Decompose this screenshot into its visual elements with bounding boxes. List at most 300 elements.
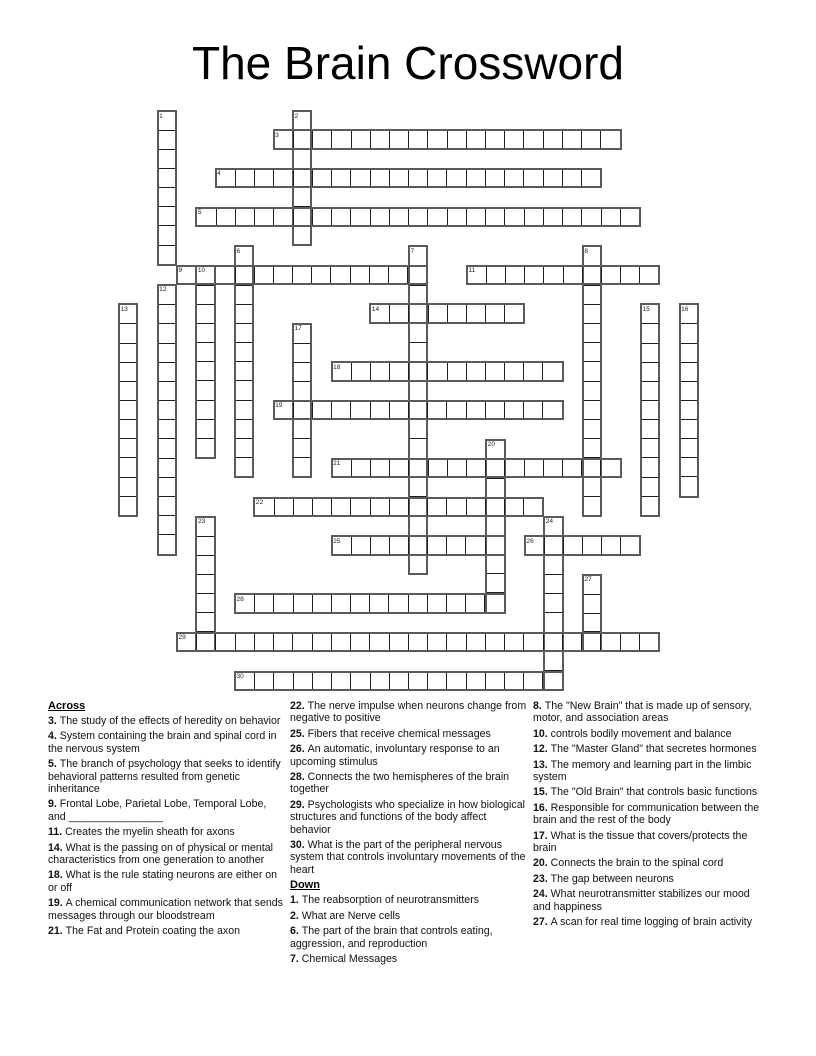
grid-cell[interactable] [602,267,621,283]
grid-cell[interactable] [621,634,640,650]
grid-cell[interactable] [274,595,293,611]
grid-cell[interactable] [217,170,236,186]
grid-cell[interactable] [255,267,274,283]
grid-cell[interactable] [351,595,370,611]
grid-cell[interactable] [428,537,447,553]
grid-cell[interactable] [294,402,313,418]
grid-cell[interactable] [390,131,409,147]
grid-cell[interactable] [642,497,658,515]
grid-cell[interactable] [159,363,175,382]
grid-cell[interactable] [486,305,505,321]
grid-cell[interactable] [681,420,697,439]
grid-cell[interactable] [313,402,332,418]
grid-cell[interactable] [255,170,274,186]
grid-cell[interactable] [584,614,600,633]
grid-cell[interactable] [236,634,255,650]
grid-cell[interactable] [584,343,600,362]
grid-cell[interactable] [447,595,466,611]
grid-cell[interactable] [525,460,544,476]
grid-cell[interactable] [467,402,486,418]
grid-cell[interactable] [352,460,371,476]
grid-cell[interactable] [159,246,175,264]
grid-cell[interactable] [159,207,175,226]
grid-cell[interactable] [351,402,370,418]
grid-cell[interactable] [120,363,136,382]
grid-cell[interactable] [486,209,505,225]
grid-cell[interactable] [505,673,524,689]
grid-cell[interactable] [408,267,426,283]
grid-cell[interactable] [505,363,524,379]
grid-cell[interactable] [409,305,428,321]
grid-cell[interactable] [371,460,390,476]
grid-cell[interactable] [640,634,658,650]
grid-cell[interactable] [544,460,563,476]
grid-cell[interactable] [640,267,658,283]
grid-cell[interactable] [487,555,503,574]
grid-cell[interactable] [584,497,600,515]
grid-cell[interactable] [621,209,639,225]
grid-cell[interactable] [467,363,486,379]
grid-cell[interactable] [410,439,426,458]
grid-cell[interactable] [293,267,312,283]
grid-cell[interactable] [197,518,213,537]
grid-cell[interactable] [505,634,524,650]
grid-cell[interactable] [621,267,640,283]
grid-cell[interactable] [294,325,310,344]
grid-cell[interactable] [487,479,503,498]
grid-cell[interactable] [681,477,697,495]
grid-cell[interactable] [544,131,563,147]
grid-cell[interactable] [429,305,448,321]
grid-cell[interactable] [159,382,175,401]
grid-cell[interactable] [410,343,426,362]
grid-cell[interactable] [370,267,389,283]
grid-cell[interactable] [543,402,561,418]
grid-cell[interactable] [371,131,390,147]
grid-cell[interactable] [236,381,252,400]
grid-cell[interactable] [681,363,697,382]
grid-cell[interactable] [447,634,466,650]
grid-cell[interactable] [371,363,390,379]
grid-cell[interactable] [120,324,136,343]
grid-cell[interactable] [642,363,658,382]
grid-cell[interactable] [197,556,213,575]
grid-cell[interactable] [390,209,409,225]
grid-cell[interactable] [197,324,213,343]
grid-cell[interactable] [197,381,213,400]
grid-cell[interactable] [197,439,213,457]
grid-cell[interactable] [410,420,426,439]
grid-cell[interactable] [120,344,136,363]
grid-cell[interactable] [294,188,310,207]
grid-cell[interactable] [409,209,428,225]
grid-cell[interactable] [487,267,506,283]
grid-cell[interactable] [197,575,213,594]
grid-cell[interactable] [351,209,370,225]
grid-cell[interactable] [447,673,466,689]
grid-cell[interactable] [582,209,601,225]
grid-cell[interactable] [410,516,426,535]
grid-cell[interactable] [582,170,600,186]
grid-cell[interactable] [681,344,697,363]
grid-cell[interactable] [159,226,175,245]
grid-cell[interactable] [642,439,658,458]
grid-cell[interactable] [410,478,426,497]
grid-cell[interactable] [544,267,563,283]
grid-cell[interactable] [312,267,331,283]
grid-cell[interactable] [584,576,600,595]
grid-cell[interactable] [236,286,252,305]
grid-cell[interactable] [409,170,428,186]
grid-cell[interactable] [159,112,175,131]
grid-cell[interactable] [351,499,370,515]
grid-cell[interactable] [351,267,370,283]
grid-cell[interactable] [216,634,235,650]
grid-cell[interactable] [525,209,544,225]
grid-cell[interactable] [332,499,351,515]
grid-cell[interactable] [332,209,351,225]
grid-cell[interactable] [159,459,175,478]
grid-cell[interactable] [409,363,428,379]
grid-cell[interactable] [159,497,175,516]
grid-cell[interactable] [642,401,658,420]
grid-cell[interactable] [428,170,447,186]
grid-cell[interactable] [428,402,447,418]
grid-cell[interactable] [563,131,582,147]
grid-cell[interactable] [584,401,600,420]
grid-cell[interactable] [255,673,274,689]
grid-cell[interactable] [584,362,600,381]
grid-cell[interactable] [505,460,524,476]
grid-cell[interactable] [390,305,409,321]
grid-cell[interactable] [333,537,352,553]
grid-cell[interactable] [642,420,658,439]
grid-cell[interactable] [159,150,175,169]
grid-cell[interactable] [274,170,293,186]
grid-cell[interactable] [642,305,658,324]
grid-cell[interactable] [294,458,310,476]
grid-cell[interactable] [526,537,545,553]
grid-cell[interactable] [486,363,505,379]
grid-cell[interactable] [217,209,236,225]
grid-cell[interactable] [584,595,600,614]
grid-cell[interactable] [236,247,252,266]
grid-cell[interactable] [390,673,409,689]
grid-cell[interactable] [159,401,175,420]
grid-cell[interactable] [681,439,697,458]
grid-cell[interactable] [681,401,697,420]
grid-cell[interactable] [505,305,523,321]
grid-cell[interactable] [313,170,332,186]
grid-cell[interactable] [621,537,639,553]
grid-cell[interactable] [447,402,466,418]
grid-cell[interactable] [487,517,503,536]
grid-cell[interactable] [294,595,313,611]
grid-cell[interactable] [370,634,389,650]
grid-cell[interactable] [159,478,175,497]
grid-cell[interactable] [294,363,310,382]
grid-cell[interactable] [584,324,600,343]
grid-cell[interactable] [428,131,447,147]
grid-cell[interactable] [681,305,697,324]
grid-cell[interactable] [313,634,332,650]
grid-cell[interactable] [371,402,390,418]
grid-cell[interactable] [428,499,447,515]
grid-cell[interactable] [428,634,447,650]
grid-cell[interactable] [159,439,175,458]
grid-cell[interactable] [564,267,583,283]
grid-cell[interactable] [197,209,216,225]
grid-cell[interactable] [466,595,485,611]
grid-cell[interactable] [524,673,543,689]
grid-cell[interactable] [236,343,252,362]
grid-cell[interactable] [524,363,543,379]
grid-cell[interactable] [120,458,136,477]
grid-cell[interactable] [583,267,602,283]
grid-cell[interactable] [331,267,350,283]
grid-cell[interactable] [159,169,175,188]
grid-cell[interactable] [410,286,426,305]
grid-cell[interactable] [352,131,371,147]
grid-cell[interactable] [582,634,601,650]
grid-cell[interactable] [602,209,621,225]
grid-cell[interactable] [236,439,252,458]
grid-cell[interactable] [294,420,310,439]
grid-cell[interactable] [120,305,136,324]
grid-cell[interactable] [563,460,582,476]
grid-cell[interactable] [584,478,600,497]
grid-cell[interactable] [642,382,658,401]
grid-cell[interactable] [428,673,447,689]
grid-cell[interactable] [294,499,313,515]
grid-cell[interactable] [159,535,175,553]
grid-cell[interactable] [583,537,602,553]
grid-cell[interactable] [467,209,486,225]
grid-cell[interactable] [197,420,213,439]
grid-cell[interactable] [236,209,255,225]
grid-cell[interactable] [313,673,332,689]
grid-cell[interactable] [505,402,524,418]
grid-cell[interactable] [389,267,408,283]
grid-cell[interactable] [159,305,175,324]
grid-cell[interactable] [332,595,351,611]
grid-cell[interactable] [563,209,582,225]
grid-cell[interactable] [524,131,543,147]
grid-cell[interactable] [409,595,428,611]
grid-cell[interactable] [332,673,351,689]
grid-cell[interactable] [524,170,543,186]
grid-cell[interactable] [274,634,293,650]
grid-cell[interactable] [197,305,213,324]
grid-cell[interactable] [197,362,213,381]
grid-cell[interactable] [120,497,136,515]
grid-cell[interactable] [486,402,505,418]
grid-cell[interactable] [275,402,294,418]
grid-cell[interactable] [486,170,505,186]
grid-cell[interactable] [642,324,658,343]
grid-cell[interactable] [159,188,175,207]
grid-cell[interactable] [467,131,486,147]
grid-cell[interactable] [371,170,390,186]
grid-cell[interactable] [236,305,252,324]
grid-cell[interactable] [294,382,310,401]
grid-cell[interactable] [543,363,561,379]
grid-cell[interactable] [467,634,486,650]
grid-cell[interactable] [390,499,409,515]
grid-cell[interactable] [467,673,486,689]
grid-cell[interactable] [390,402,409,418]
grid-cell[interactable] [159,420,175,439]
grid-cell[interactable] [601,634,620,650]
grid-cell[interactable] [467,499,486,515]
grid-cell[interactable] [120,420,136,439]
grid-cell[interactable] [681,458,697,477]
grid-cell[interactable] [197,613,213,632]
grid-cell[interactable] [525,267,544,283]
grid-cell[interactable] [333,363,352,379]
grid-cell[interactable] [351,170,370,186]
grid-cell[interactable] [216,267,235,283]
grid-cell[interactable] [545,537,564,553]
grid-cell[interactable] [197,286,213,305]
grid-cell[interactable] [448,363,467,379]
grid-cell[interactable] [159,286,175,305]
grid-cell[interactable] [448,460,467,476]
grid-cell[interactable] [409,402,428,418]
grid-cell[interactable] [642,458,658,477]
grid-cell[interactable] [332,170,351,186]
grid-cell[interactable] [486,673,505,689]
grid-cell[interactable] [236,595,255,611]
grid-cell[interactable] [486,499,505,515]
grid-cell[interactable] [584,439,600,458]
grid-cell[interactable] [313,131,332,147]
grid-cell[interactable] [544,209,563,225]
grid-cell[interactable] [545,652,561,671]
grid-cell[interactable] [545,613,561,632]
grid-cell[interactable] [447,170,466,186]
grid-cell[interactable] [275,499,294,515]
grid-cell[interactable] [159,516,175,535]
grid-cell[interactable] [563,170,582,186]
grid-cell[interactable] [468,267,487,283]
grid-cell[interactable] [544,170,563,186]
grid-cell[interactable] [371,537,390,553]
grid-cell[interactable] [545,518,561,537]
grid-cell[interactable] [294,112,310,131]
grid-cell[interactable] [543,673,561,689]
grid-cell[interactable] [467,460,486,476]
grid-cell[interactable] [584,305,600,324]
grid-cell[interactable] [410,324,426,343]
grid-cell[interactable] [236,170,255,186]
grid-cell[interactable] [159,131,175,150]
grid-cell[interactable] [524,499,542,515]
grid-cell[interactable] [602,537,621,553]
grid-cell[interactable] [236,362,252,381]
grid-cell[interactable] [120,439,136,458]
grid-cell[interactable] [332,402,351,418]
grid-cell[interactable] [681,324,697,343]
grid-cell[interactable] [197,343,213,362]
grid-cell[interactable] [389,595,408,611]
grid-cell[interactable] [390,170,409,186]
grid-cell[interactable] [410,247,426,266]
grid-cell[interactable] [274,267,293,283]
grid-cell[interactable] [428,595,447,611]
grid-cell[interactable] [255,499,274,515]
grid-cell[interactable] [486,634,505,650]
grid-cell[interactable] [294,209,313,225]
grid-cell[interactable] [333,460,352,476]
grid-cell[interactable] [294,150,310,169]
grid-cell[interactable] [120,382,136,401]
grid-cell[interactable] [584,286,600,305]
grid-cell[interactable] [371,499,390,515]
grid-cell[interactable] [467,170,486,186]
grid-cell[interactable] [486,460,505,476]
grid-cell[interactable] [178,267,197,283]
grid-cell[interactable] [236,267,255,283]
grid-cell[interactable] [159,344,175,363]
grid-cell[interactable] [197,594,213,613]
grid-cell[interactable] [545,575,561,594]
grid-cell[interactable] [486,131,505,147]
grid-cell[interactable] [274,673,293,689]
grid-cell[interactable] [255,595,274,611]
grid-cell[interactable] [582,131,601,147]
grid-cell[interactable] [120,478,136,497]
grid-cell[interactable] [236,401,252,420]
grid-cell[interactable] [409,634,428,650]
grid-cell[interactable] [505,209,524,225]
grid-cell[interactable] [487,441,503,460]
grid-cell[interactable] [410,555,426,573]
grid-cell[interactable] [428,209,447,225]
grid-cell[interactable] [352,363,371,379]
grid-cell[interactable] [294,226,310,244]
grid-cell[interactable] [371,209,390,225]
grid-cell[interactable] [485,595,503,611]
grid-cell[interactable] [467,305,486,321]
grid-cell[interactable] [681,382,697,401]
grid-cell[interactable] [236,324,252,343]
grid-cell[interactable] [274,209,293,225]
grid-cell[interactable] [448,209,467,225]
grid-cell[interactable] [582,460,601,476]
grid-cell[interactable] [332,131,351,147]
grid-cell[interactable] [506,267,525,283]
grid-cell[interactable] [601,131,619,147]
grid-cell[interactable] [409,537,428,553]
grid-cell[interactable] [544,634,563,650]
grid-cell[interactable] [448,131,467,147]
grid-cell[interactable] [428,363,447,379]
grid-cell[interactable] [409,673,428,689]
grid-cell[interactable] [294,439,310,458]
grid-cell[interactable] [642,344,658,363]
grid-cell[interactable] [275,131,294,147]
grid-cell[interactable] [120,401,136,420]
grid-cell[interactable] [178,634,197,650]
grid-cell[interactable] [486,537,504,553]
grid-cell[interactable] [197,267,213,286]
grid-cell[interactable] [410,382,426,401]
grid-cell[interactable] [466,537,485,553]
grid-cell[interactable] [294,131,313,147]
grid-cell[interactable] [447,499,466,515]
grid-cell[interactable] [313,209,332,225]
